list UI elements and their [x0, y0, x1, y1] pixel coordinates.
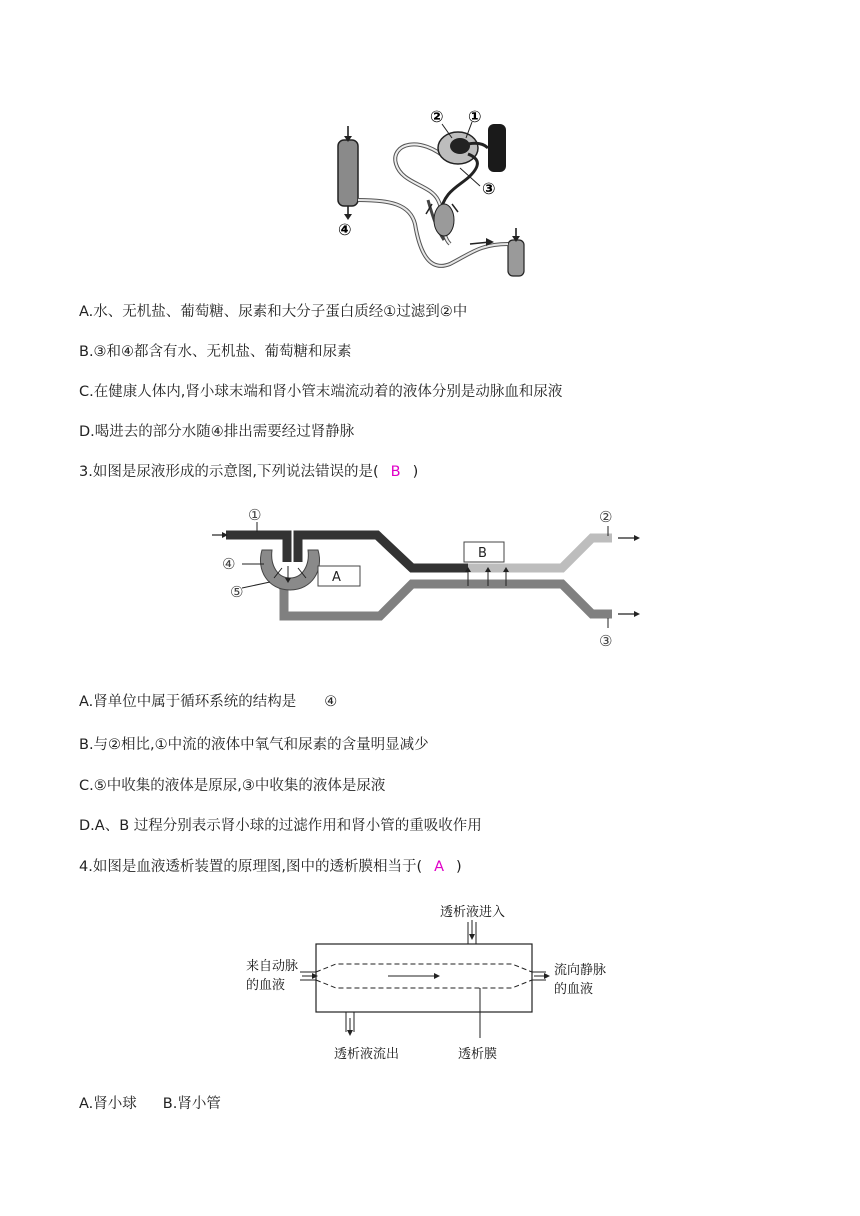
fig2-label-4: ④ [222, 555, 236, 573]
q3-stem [79, 462, 418, 482]
q3-stem-text: 3.如图是尿液形成的示意图,下列说法错误的是( [79, 464, 379, 480]
q3-option-a-mark: ④ [324, 694, 338, 710]
q2-option-c: C.在健康人体内,肾小球末端和肾小管末端流动着的液体分别是动脉血和尿液 [79, 384, 563, 400]
fig2-label-1: ① [248, 506, 262, 524]
label-membrane: 透析膜 [458, 1047, 498, 1062]
fig1-label-1: ① [468, 107, 482, 126]
q3-option-c: C.⑤中收集的液体是原尿,③中收集的液体是尿液 [79, 778, 386, 794]
label-dialysate-out: 透析液流出 [334, 1047, 400, 1062]
fig2-label-2: ② [599, 508, 613, 526]
q4-answer: A [434, 859, 445, 875]
fig2-label-3: ③ [599, 632, 613, 650]
q3-answer: B [390, 464, 401, 480]
q3-option-a [79, 692, 337, 712]
q4-options [79, 1094, 221, 1114]
fig1-label-4: ④ [338, 220, 352, 239]
glomerulus [450, 138, 470, 154]
vessel-bottom-right [508, 240, 524, 276]
q4-stem-text: 4.如图是血液透析装置的原理图,图中的透析膜相当于( [79, 859, 423, 875]
urine-formation-figure [212, 500, 652, 656]
label-to-vein-1: 流向静脉 [554, 963, 607, 978]
q3-option-a-text: A.肾单位中属于循环系统的结构是 [79, 694, 297, 710]
collecting-vessel-left [338, 140, 358, 206]
label-to-vein-2: 的血液 [554, 982, 594, 997]
q2-option-d: D.喝进去的部分水随④排出需要经过肾静脉 [79, 424, 355, 440]
label-from-artery-1: 来自动脉 [246, 959, 299, 974]
q2-option-b: B.③和④都含有水、无机盐、葡萄糖和尿素 [79, 344, 352, 360]
q3-stem-close: ) [412, 464, 419, 480]
q3-option-d: D.A、B 过程分别表示肾小球的过滤作用和肾小管的重吸收作用 [79, 818, 482, 834]
q3-option-b: B.与②相比,①中流的液体中氧气和尿素的含量明显减少 [79, 737, 429, 753]
q4-stem-close: ) [456, 859, 462, 875]
label-dialysate-in: 透析液进入 [440, 905, 506, 920]
q4-option-a: A.肾小球 [79, 1096, 137, 1112]
q4-option-b: B.肾小管 [162, 1096, 221, 1112]
dialysis-figure [240, 900, 620, 1070]
fig1-label-3: ③ [482, 179, 496, 198]
nephron-figure [320, 104, 550, 284]
q4-stem [79, 857, 462, 877]
fig1-label-2: ② [430, 107, 444, 126]
fig2-label-5: ⑤ [230, 583, 244, 601]
label-from-artery-2: 的血液 [246, 978, 286, 993]
box-b-label: B [478, 546, 487, 561]
box-a-label: A [332, 570, 341, 585]
q2-option-a: A.水、无机盐、葡萄糖、尿素和大分子蛋白质经①过滤到②中 [79, 304, 468, 320]
dialysis-chamber [316, 944, 532, 1012]
vessel-right-dark [488, 124, 506, 172]
